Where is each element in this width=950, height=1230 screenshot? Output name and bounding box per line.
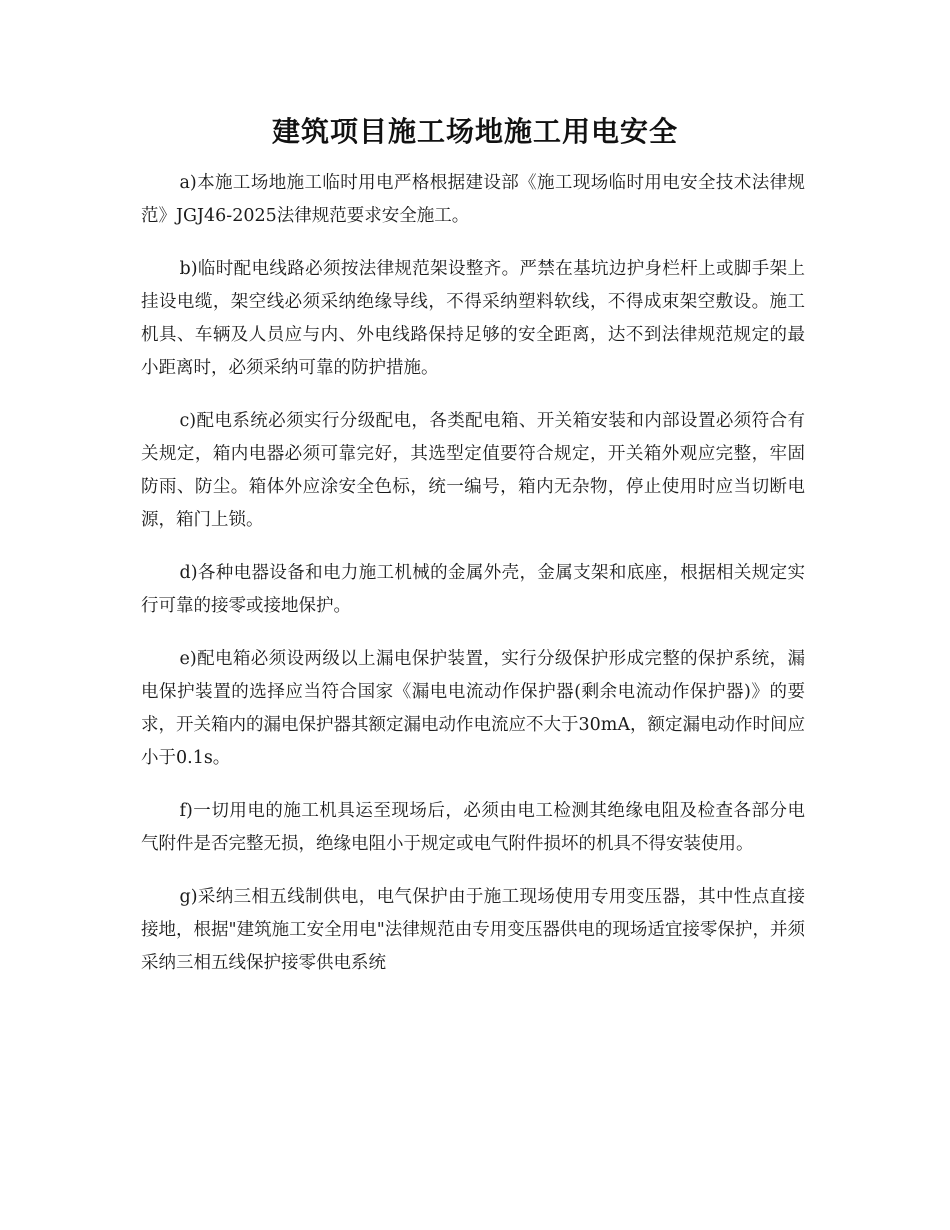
paragraph-a: a)本施工场地施工临时用电严格根据建设部《施工现场临时用电安全技术法律规范》JGJ46-2025法律规范要求安全施工。 [141, 173, 805, 226]
paragraph-f: f)一切用电的施工机具运至现场后，必须由电工检测其绝缘电阻及检查各部分电气附件是否完整无损，绝缘电阻小于规定或电气附件损坏的机具不得安装使用。 [141, 801, 805, 854]
paragraph-b: b)临时配电线路必须按法律规范架设整齐。严禁在基坑边护身栏杆上或脚手架上挂设电缆，架空线必须采纳绝缘导线，不得采纳塑料软线，不得成束架空敷设。施工机具、车辆及人员应与内、外电线路保持足够的安全距离，达不到法律规范规定的最小距离时，必须采纳可靠的防护措施。 [141, 259, 805, 378]
document-body [141, 167, 805, 1000]
paragraph-g: g)采纳三相五线制供电，电气保护由于施工现场使用专用变压器，其中性点直接接地，根据"建筑施工安全用电"法律规范由专用变压器供电的现场适宜接零保护，并须采纳三相五线保护接零供电系统 [141, 887, 805, 973]
paragraph-d: d)各种电器设备和电力施工机械的金属外壳，金属支架和底座，根据相关规定实行可靠的接零或接地保护。 [141, 563, 805, 616]
paragraph-c: c)配电系统必须实行分级配电，各类配电箱、开关箱安装和内部设置必须符合有关规定，箱内电器必须可靠完好，其选型定值要符合规定，开关箱外观应完整，牢固防雨、防尘。箱体外应涂安全色标，统一编号，箱内无杂物，停止使用时应当切断电源，箱门上锁。 [141, 411, 805, 530]
paragraph-e: e)配电箱必须设两级以上漏电保护装置，实行分级保护形成完整的保护系统，漏电保护装置的选择应当符合国家《漏电电流动作保护器(剩余电流动作保护器)》的要求，开关箱内的漏电保护器其额定漏电动作电流应不大于30mA，额定漏电动作时间应小于0.1s。 [141, 649, 805, 768]
document-title: 建筑项目施工场地施工用电安全 [271, 115, 678, 148]
